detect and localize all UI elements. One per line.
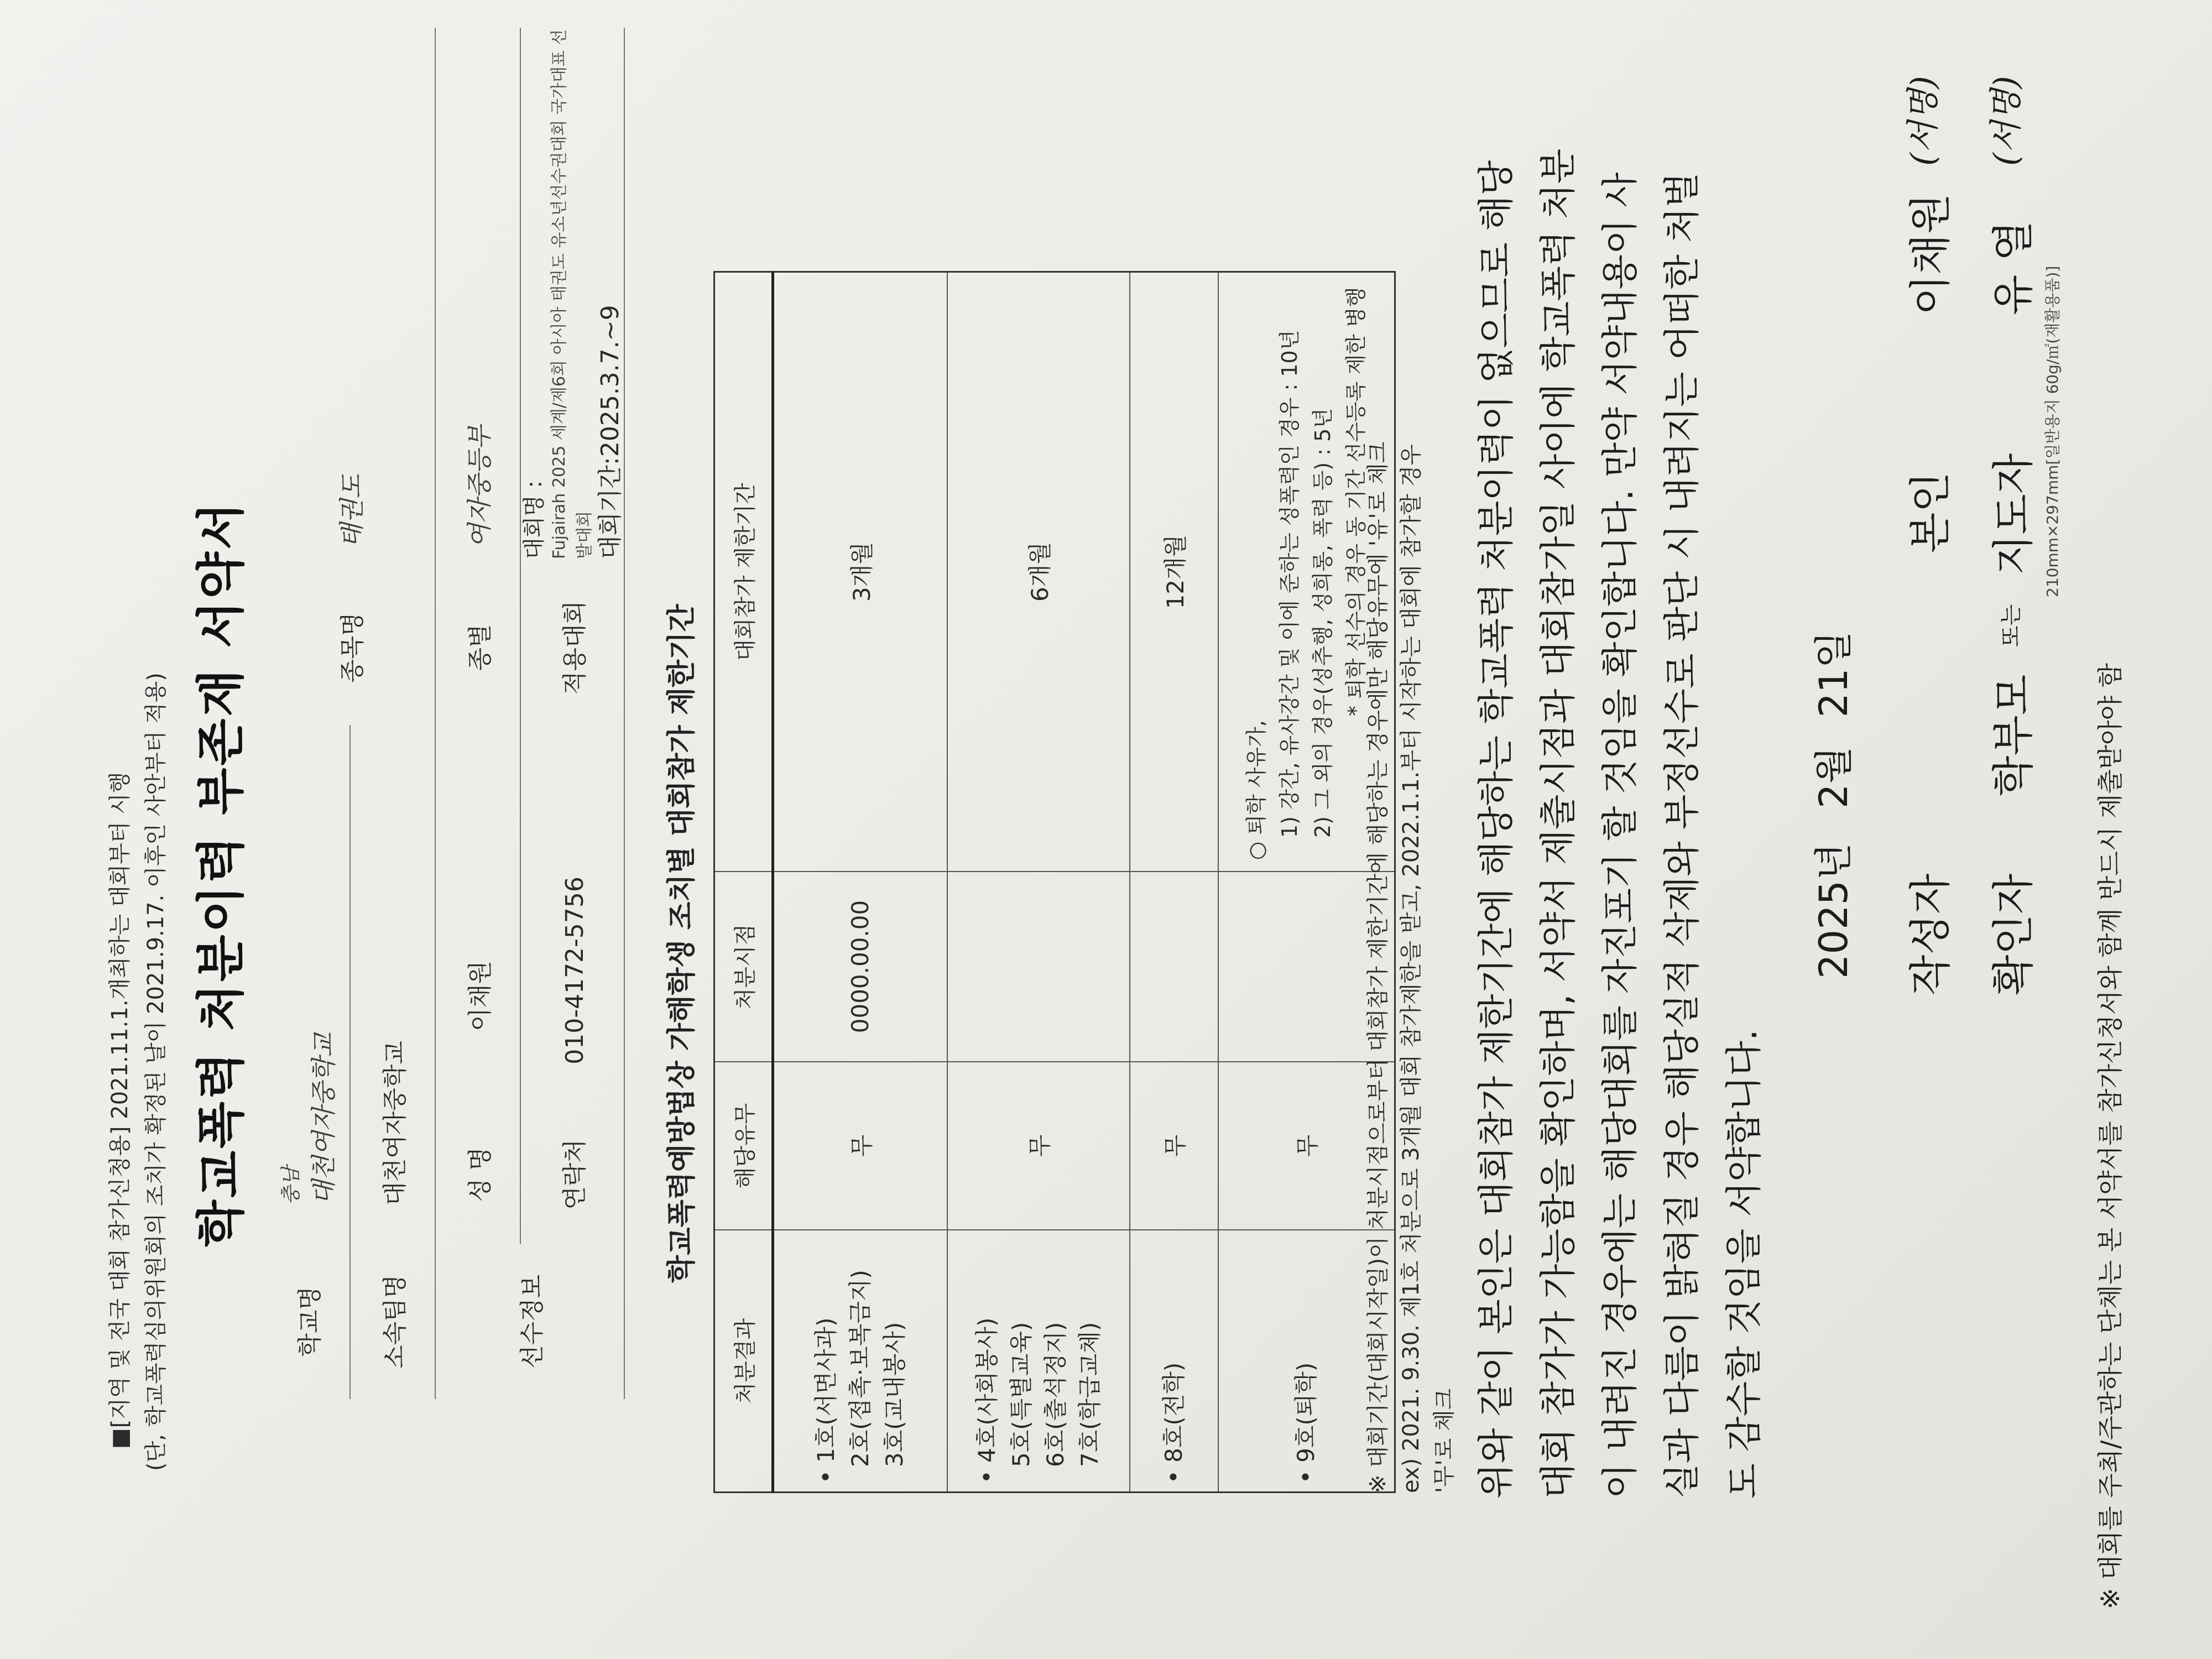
confirmer-name: 유 열 [1989, 221, 2038, 315]
date-cell [947, 872, 1130, 1062]
table-row [773, 272, 947, 1493]
header-line-2: (단, 학교폭력심의위원회의 조치가 확정된 날이 2021.9.17. 이후인 사안부터 적용) [143, 672, 169, 1471]
writer-role: 본인 [1906, 472, 1955, 553]
confirmer-or: 또는 [1999, 604, 2024, 647]
school-value: 대천여자중학교 [308, 1032, 338, 1205]
restriction-line: 2) 그 외의 경우(성추행, 성희롱, 폭력 등) : 5년 [1311, 408, 1335, 838]
applicable-cell: 무 [1130, 1062, 1218, 1230]
category-label: 종별 [435, 570, 520, 725]
writer-signature: (서명) [1904, 76, 1943, 166]
restriction-cell: 6개월 [947, 272, 1130, 872]
table-row [947, 272, 1130, 1493]
name-label: 성 명 [466, 1147, 494, 1202]
result-item: 7호(학급교체) [1076, 1322, 1103, 1467]
document-title: 학교폭력 처분이력 부존재 서약서 [192, 500, 249, 1247]
applicable-cell: 무 [1218, 1062, 1395, 1230]
result-cell [1130, 1230, 1218, 1493]
result-item: 3호(교내봉사) [880, 1322, 908, 1467]
col-header-restriction: 대회참가 제한기간 [714, 272, 773, 872]
note-2: ex) 2021. 9.30. 제1호 처분으로 3개월 대회 참가제한을 받고, 2022.1.1.부터 시작하는 대회에 참가할 경우 [1399, 444, 1424, 1493]
date-month: 2월 [1811, 746, 1856, 808]
confirmer-coach: 지도자 [1989, 453, 2038, 575]
date-cell: 0000.00.00 [773, 872, 947, 1062]
result-item: 5호(특별교육) [1007, 1322, 1035, 1467]
restriction-line: 1) 강간, 유사강간 및 이에 준하는 성폭력인 경우 : 10년 [1277, 330, 1302, 838]
sport-value: 태권도 [265, 28, 435, 570]
event-name-line: 대회명 : [521, 480, 547, 559]
date-cell [1130, 872, 1218, 1062]
event-name-label: 대회명 [521, 495, 547, 559]
school-region: 충남 [279, 1166, 302, 1205]
sport-label: 종목명 [265, 570, 435, 725]
confirmer-label: 확인자 [1989, 873, 2038, 995]
footer-notice: ※ 대회를 주최/주관하는 단체는 본 서약서를 참가신청서와 함께 반드시 제출받아야 함 [2095, 662, 2125, 1609]
restriction-line: * 퇴학 선수의 경우 동 기간 선수등록 제한 병행 [1344, 286, 1369, 716]
result-item: • 8호(전학) [1160, 1362, 1187, 1484]
confirmer-signature: (서명) [1987, 76, 2026, 166]
disc-header-row [714, 272, 773, 1493]
header-line-1: ■[지역 및 전국 대회 참가신청용] 2021.11.1.개최하는 대회부터 시행 [107, 771, 133, 1449]
note-1: ※ 대회기간(대회시작일)이 처분시점으로부터 대회참가 제한기간에 해당하는 경우에만 해당유무에 '유'로 체크 [1365, 441, 1391, 1493]
event-cell [520, 28, 624, 570]
category-value: 여자중등부 [435, 28, 520, 570]
event-label: 적용대회 [520, 570, 624, 725]
col-header-applicable: 해당유무 [714, 1062, 773, 1230]
school-label: 학교명 [265, 1244, 350, 1399]
info-row-name [435, 28, 520, 1399]
result-item: 2호(접촉·보복금지) [846, 1270, 874, 1467]
pledge-date [1803, 631, 1859, 979]
paper-spec: 210mm×297mm[일반용지 60g/㎡(재활용품)] [2043, 265, 2062, 597]
team-value: 대천여자중학교 [350, 725, 435, 1244]
contact-label: 연락처 [561, 1139, 589, 1210]
writer-label: 작성자 [1906, 873, 1955, 995]
table-row [1130, 272, 1218, 1493]
result-item: 6호(출석정지) [1041, 1322, 1069, 1467]
writer-name: 이채원 [1906, 193, 1955, 315]
date-year: 2025년 [1811, 843, 1856, 979]
result-cell [947, 1230, 1130, 1493]
team-label: 소속팀명 [350, 1244, 435, 1399]
confirmer-parent: 학부모 [1989, 674, 2038, 796]
restriction-line: ○ 퇴학 사유가, [1244, 720, 1269, 860]
info-row-contact [520, 28, 624, 1399]
info-row-school [265, 28, 350, 1399]
col-header-result: 처분결과 [714, 1230, 773, 1493]
pledge-text: 위와 같이 본인은 대회참가 제한기간에 해당하는 학교폭력 처분이력이 없으므로 해당 대회 참가가 가능함을 확인하며, 서약서 제출시점과 대회참가일 사이에 학교폭력 처분이 내려진 경우에는 해당대회를 자진포기 할 것임을 확인합니다. 만약 서약내용이 사실과 다름이 밝혀질 경우 해당실적 삭제와 부정선수로 판단 시 내려지는 어떠한 처벌도 감수할 것임을 서약합니다. [1475, 148, 1765, 1499]
event-period: 대회기간:2025.3.7.~9 [596, 305, 624, 559]
disciplinary-table [713, 271, 1396, 1493]
event-name-value: Fujairah 2025 세계/제6회 아시아 태권도 유소년선수권대회 국가대표 선발대회 [550, 29, 594, 559]
restriction-cell: 3개월 [773, 272, 947, 872]
athlete-label: 선수정보 [435, 1244, 624, 1399]
applicable-cell: 무 [947, 1062, 1130, 1230]
date-day: 21일 [1811, 630, 1856, 718]
name-cell [435, 725, 520, 1244]
school-cell [265, 725, 350, 1244]
name-value: 이채원 [466, 961, 494, 1031]
section-title: 학교폭력예방법상 가해학생 조치별 대회참가 제한기간 [665, 604, 698, 1283]
result-item: • 4호(사회봉사) [973, 1317, 1000, 1484]
result-cell [773, 1230, 947, 1493]
contact-cell [520, 725, 624, 1244]
info-table [265, 28, 625, 1399]
applicable-cell: 무 [773, 1062, 947, 1230]
restriction-cell: 12개월 [1130, 272, 1218, 872]
contact-value: 010-4172-5756 [561, 877, 589, 1065]
result-item: • 1호(서면사과) [812, 1317, 839, 1484]
result-item: • 9호(퇴학) [1292, 1362, 1320, 1484]
note-3: '무'로 체크 [1432, 1388, 1457, 1493]
col-header-date: 처분시점 [714, 872, 773, 1062]
